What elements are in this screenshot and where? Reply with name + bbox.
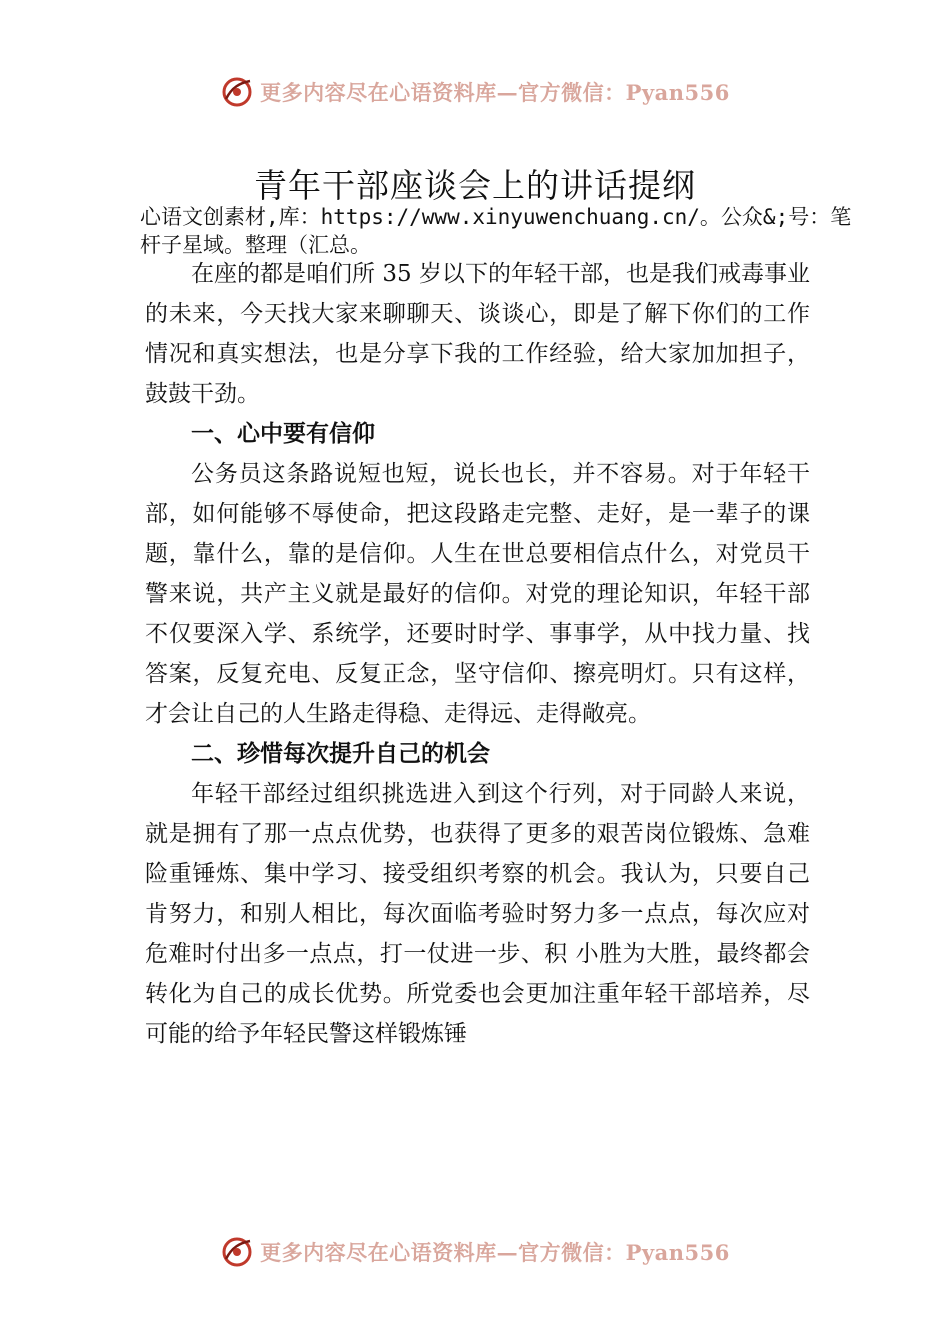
bottom-banner (0, 1230, 950, 1274)
top-banner (0, 70, 950, 114)
paragraph-section-1: 公务员这条路说短也短，说长也长，并不容易。对于年轻干部，如何能够不辱使命，把这段路走完整、走好，是一辈子的课题，靠什么，靠的是信仰。人生在世总要相信点什么，对党员干警来说，共产主义就是最好的信仰。对党的理论知识，年轻干部不仅要深入学、系统学，还要时时学、事事学，从中找力量、找答案，反复充电、反复正念，坚守信仰、擦亮明灯。只有这样，才会让自己的人生路走得稳、走得远、走得敞亮。 (145, 461, 810, 727)
red-circle-logo-icon (220, 1235, 254, 1269)
paragraph-section-2: 年轻干部经过组织挑选进入到这个行列，对于同龄人来说，就是拥有了那一点点优势，也获得了更多的艰苦岗位锻炼、急难险重锤炼、集中学习、接受组织考察的机会。我认为，只要自己肯努力，和别人相比，每次面临考验时努力多一点点，每次应对危难时付出多一点点，打一仗进一步、积 小胜为大胜，最终都会转化为自己的成长优势。所党委也会更加注重年轻干部培养，尽可能的给予年轻民警这样锻炼锤 (145, 781, 810, 1047)
red-circle-logo-icon (220, 75, 254, 109)
paragraph-intro: 在座的都是咱们所 35 岁以下的年轻干部，也是我们戒毒事业的未来，今天找大家来聊聊天、谈谈心，即是了解下你们的工作情况和真实想法，也是分享下我的工作经验，给大家加加担子，鼓鼓干劲。 (145, 261, 810, 407)
banner-text: 更多内容尽在心语资料库—官方微信：Pyan556 (260, 80, 730, 105)
banner-content (220, 75, 730, 109)
section-heading-1: 一、心中要有信仰 (191, 421, 375, 447)
document-body (145, 254, 810, 1054)
banner-text-bottom: 更多内容尽在心语资料库—官方微信：Pyan556 (260, 1240, 730, 1265)
source-line: 心语文创素材,库：https://www.xinyuwenchuang.cn/。公众&;号：笔杆子星域。整理（汇总。 (140, 205, 852, 257)
section-heading-2: 二、珍惜每次提升自己的机会 (191, 741, 490, 767)
document-title: 青年干部座谈会上的讲话提纲 (254, 166, 696, 205)
banner-content-bottom (220, 1235, 730, 1269)
